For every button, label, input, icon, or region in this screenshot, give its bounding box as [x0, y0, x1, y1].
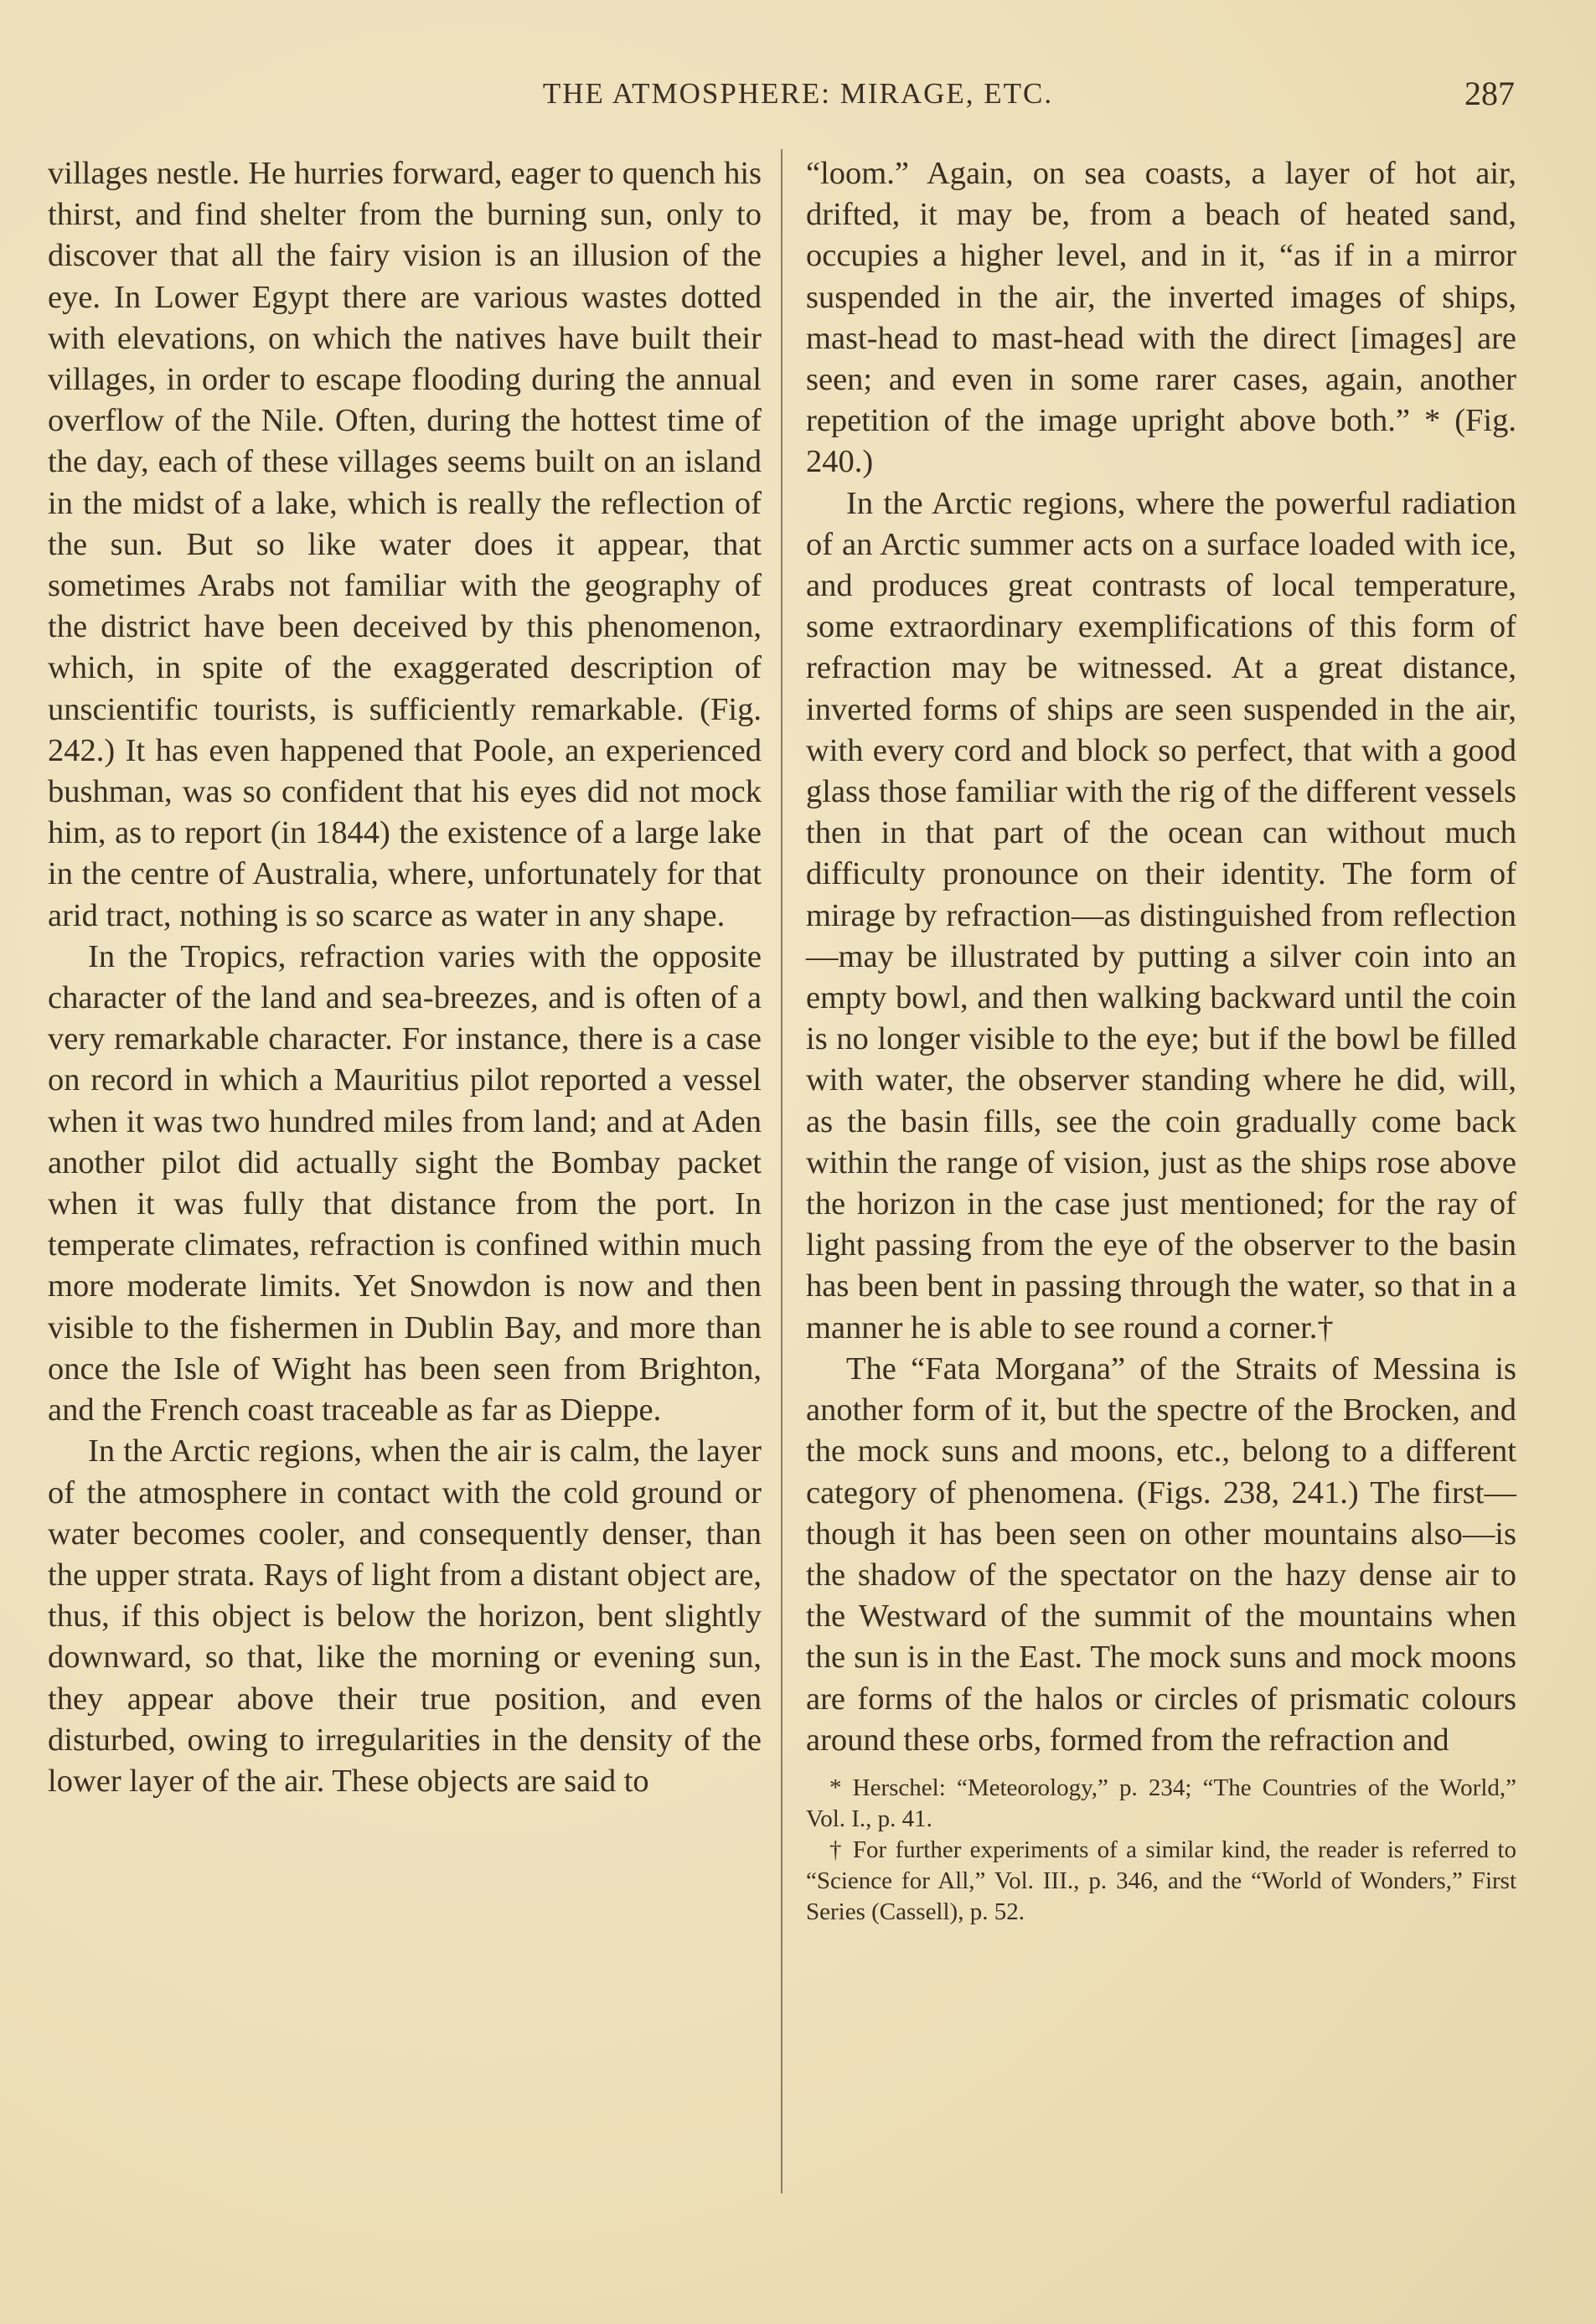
right-column	[806, 153, 1516, 1928]
paragraph: In the Tropics, refraction varies with the opposite character of the land and sea-breezes, and is often of a very remarkable character. For instance, there is a case on record in which a Mauritius pilot reported a vessel when it was two hundred miles from land; and at Aden another pilot did actually sight the Bombay packet when it was fully that distance from the port. In temperate climates, refraction is confined within much more moderate limits. Yet Snowdon is now and then visible to the fishermen in Dublin Bay, and more than once the Isle of Wight has been seen from Brighton, and the French coast traceable as far as Dieppe.	[48, 938, 762, 1428]
column-rule	[781, 149, 783, 2193]
paragraph: In the Arctic regions, where the powerful radiation of an Arctic summer acts on a surface loaded with ice, and produces great contrasts of local temperature, some extraordinary exemplifications of this form of refraction may be witnessed. At a great distance, inverted forms of ships are seen suspended in the air, with every cord and block so perfect, that with a good glass those familiar with the rig of the different vessels then in that part of the ocean can without much difficulty pronounce on their identity. The form of mirage by refraction—as distinguished from reflection—may be illustrated by putting a silver coin into an empty bowl, and then walking backward until the coin is no longer visible to the eye; but if the bowl be filled with water, the observer standing where he did, will, as the basin fills, see the coin gradually come back within the range of vision, just as the ships rose above the horizon in the case just mentioned; for the ray of light passing from the eye of the observer to the basin has been bent in passing through the water, so that in a manner he is able to see round a corner.†	[806, 485, 1516, 1345]
footnote: † For further experiments of a similar kind, the reader is referred to “Science for All,” Vol. III., p. 346, and the “World of Wonders,” First Series (Cassell), p. 52.	[806, 1836, 1516, 1925]
footnote: * Herschel: “Meteorology,” p. 234; “The Countries of the World,” Vol. I., p. 41.	[806, 1774, 1516, 1832]
footnotes	[806, 1773, 1516, 1928]
paragraph: “loom.” Again, on sea coasts, a layer of hot air, drifted, it may be, from a beach of heated sand, occupies a higher level, and in it, “as if in a mirror suspended in the air, the inverted images of ships, mast-head to mast-head with the direct [images] are seen; and even in some rarer cases, again, another repetition of the image upright above both.” * (Fig. 240.)	[806, 156, 1516, 480]
running-title: THE ATMOSPHERE: MIRAGE, ETC.	[542, 77, 1054, 110]
paragraph: The “Fata Morgana” of the Straits of Messina is another form of it, but the spectre of the Brocken, and the mock suns and moons, etc., belong to a different category of phenomena. (Figs. 238, 241.) The first—though it has been seen on other mountains also—is the shadow of the spectator on the hazy dense air to the Westward of the summit of the mountains when the sun is in the East. The mock suns and mock moons are forms of the halos or circles of prismatic colours around these orbs, formed from the refraction and	[806, 1351, 1516, 1758]
paragraph: In the Arctic regions, when the air is calm, the layer of the atmosphere in contact with the cold ground or water becomes cooler, and consequently denser, than the upper strata. Rays of light from a distant object are, thus, if this object is below the horizon, bent slightly downward, so that, like the morning or evening sun, they appear above their true position, and even disturbed, owing to irregularities in the density of the lower layer of the air. These objects are said to	[48, 1433, 762, 1799]
paragraph: villages nestle. He hurries forward, eager to quench his thirst, and find shelter from the burning sun, only to discover that all the fairy vision is an illusion of the eye. In Lower Egypt there are various wastes dotted with elevations, on which the natives have built their villages, in order to escape flooding during the annual overflow of the Nile. Often, during the hottest time of the day, each of these villages seems built on an island in the midst of a lake, which is really the reflection of the sun. But so like water does it appear, that sometimes Arabs not familiar with the geography of the district have been deceived by this phenomenon, which, in spite of the exaggerated description of unscientific tourists, is sufficiently remarkable. (Fig. 242.) It has even happened that Poole, an experienced bushman, was so confident that his eyes did not mock him, as to report (in 1844) the existence of a large lake in the centre of Australia, where, unfortunately for that arid tract, nothing is so scarce as water in any shape.	[48, 156, 762, 933]
left-column	[48, 153, 762, 1802]
running-head	[0, 77, 1596, 119]
page-number: 287	[1464, 75, 1515, 112]
